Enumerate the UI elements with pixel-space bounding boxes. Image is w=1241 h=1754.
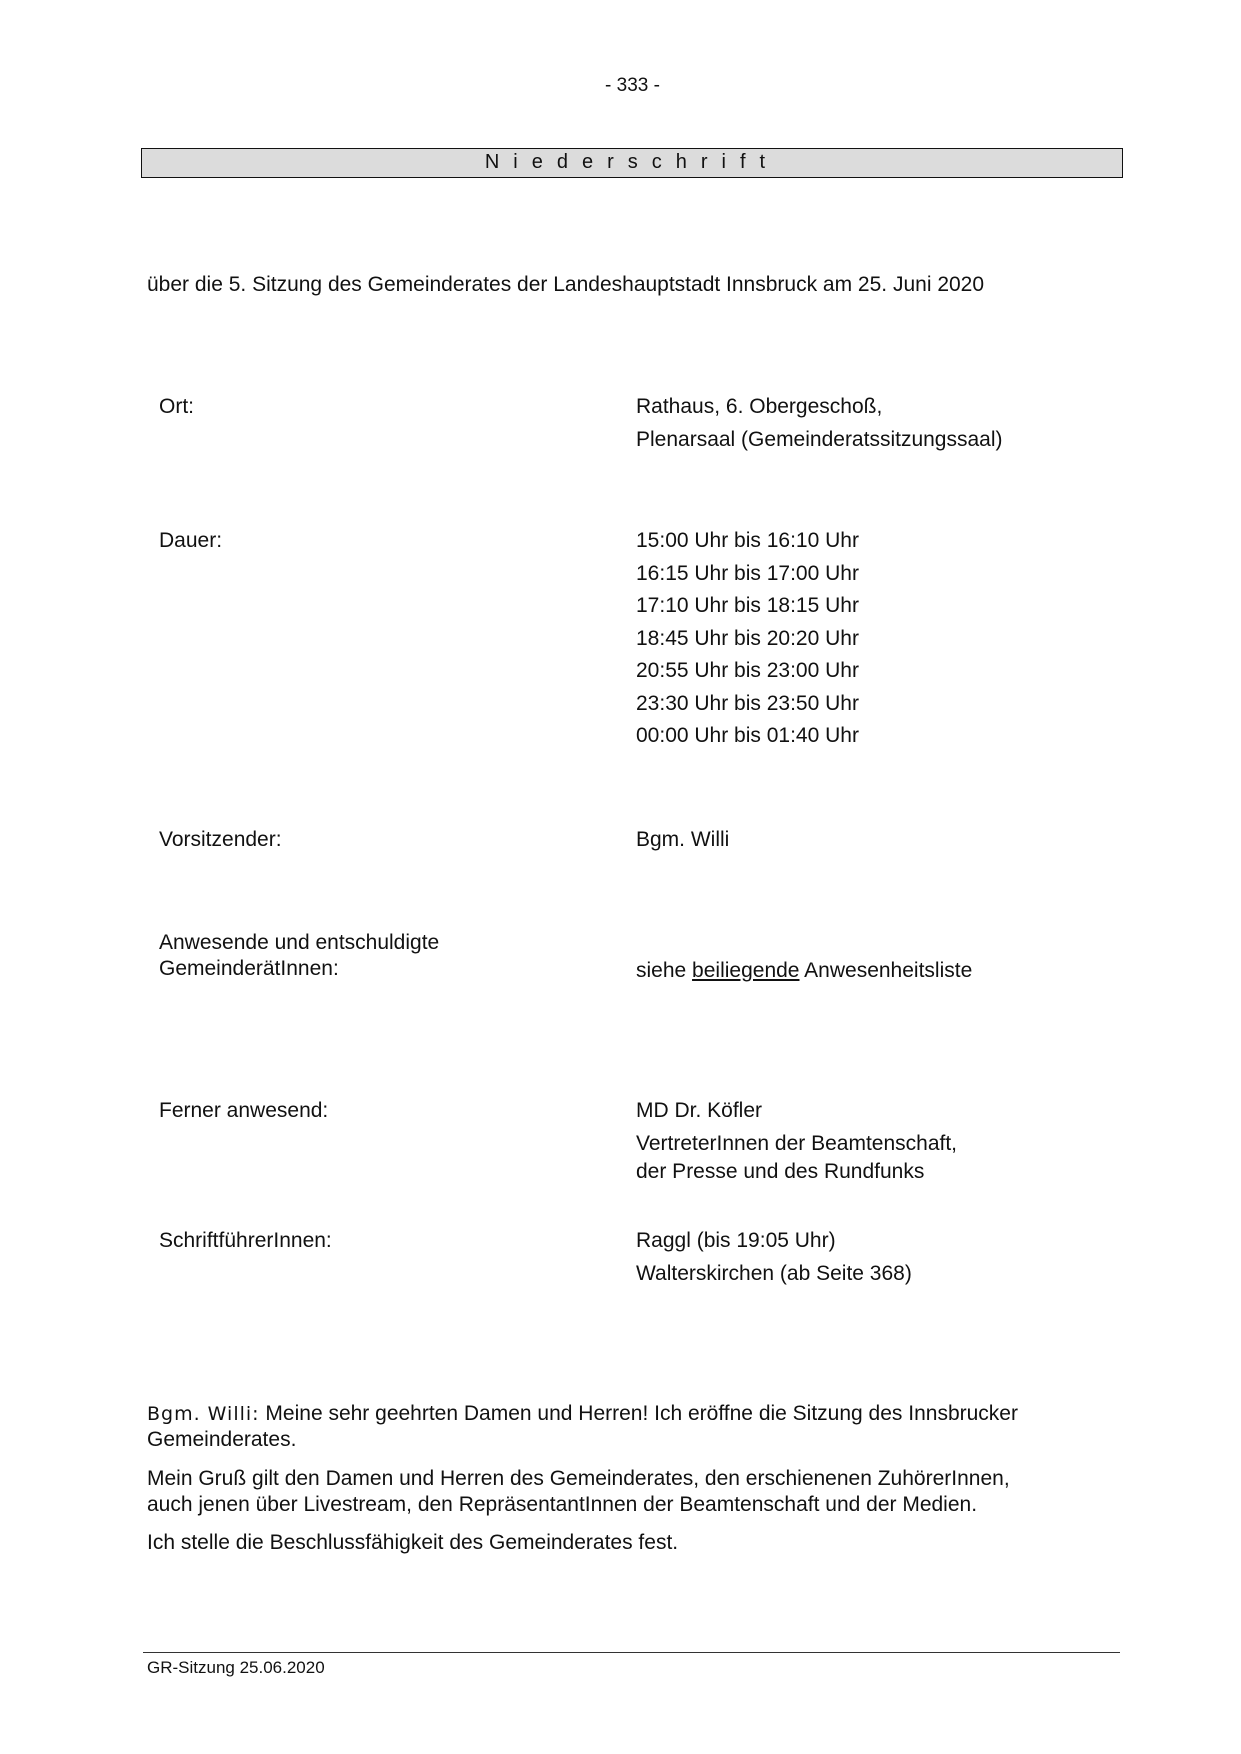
speech-paragraph-2: [147, 1466, 1107, 1518]
duration-values: [636, 527, 1116, 755]
also-present-line: MD Dr. Köfler: [636, 1099, 763, 1122]
footer-text: GR-Sitzung 25.06.2020: [147, 1658, 325, 1677]
duration-line: 17:10 Uhr bis 18:15 Uhr: [636, 594, 859, 617]
secretaries-label: SchriftführerInnen:: [159, 1229, 332, 1252]
speaker-name: Bgm. Willi:: [147, 1403, 260, 1425]
speech-line: Gemeinderates.: [147, 1428, 297, 1451]
secretaries-line: Raggl (bis 19:05 Uhr): [636, 1229, 836, 1252]
also-present-label: Ferner anwesend:: [159, 1099, 329, 1122]
duration-line: 20:55 Uhr bis 23:00 Uhr: [636, 659, 859, 682]
attendees-value-underlined: beiliegende: [692, 959, 800, 982]
duration-line: 18:45 Uhr bis 20:20 Uhr: [636, 626, 859, 650]
attendees-value: [636, 957, 1116, 990]
location-label: Ort:: [159, 395, 194, 418]
speech-line: [147, 1401, 1107, 1427]
page-number: - 333 -: [605, 75, 660, 96]
location-line: Plenarsaal (Gemeinderatssitzungssaal): [636, 427, 1003, 451]
also-present-values: [636, 1097, 1116, 1186]
document-title: Niederschrift: [141, 148, 1123, 178]
attendees-label: [159, 930, 599, 982]
speech-line: auch jenen über Livestream, den RepräsentantInnen der Beamtenschaft und der Medien.: [147, 1493, 978, 1516]
secretaries-line: Walterskirchen (ab Seite 368): [636, 1261, 912, 1285]
duration-label: Dauer:: [159, 529, 223, 552]
chair-value: Bgm. Willi: [636, 828, 730, 851]
attendees-value-pre: siehe: [636, 959, 687, 982]
location-line: Rathaus, 6. Obergeschoß,: [636, 395, 883, 418]
location-values: [636, 393, 1116, 458]
duration-line: 15:00 Uhr bis 16:10 Uhr: [636, 529, 859, 552]
speech-line: Mein Gruß gilt den Damen und Herren des Gemeinderates, den erschienenen ZuhörerInnen,: [147, 1467, 1010, 1490]
duration-line: 00:00 Uhr bis 01:40 Uhr: [636, 724, 859, 747]
also-present-line: der Presse und des Rundfunks: [636, 1159, 925, 1183]
attendees-label-line: GemeinderätInnen:: [159, 957, 339, 980]
also-present-line: VertreterInnen der Beamtenschaft,: [636, 1131, 958, 1155]
chair-values: [636, 826, 1116, 859]
duration-line: 16:15 Uhr bis 17:00 Uhr: [636, 561, 859, 585]
attendees-value-post: Anwesenheitsliste: [804, 959, 973, 982]
speech-text: Meine sehr geehrten Damen und Herren! Ich eröffne die Sitzung des Innsbrucker: [265, 1402, 1018, 1425]
chair-label: Vorsitzender:: [159, 828, 282, 851]
speech-paragraph-1: [147, 1401, 1107, 1453]
session-subtitle: über die 5. Sitzung des Gemeinderates der Landeshauptstadt Innsbruck am 25. Juni 2020: [147, 273, 985, 296]
speech-line: Ich stelle die Beschlussfähigkeit des Gemeinderates fest.: [147, 1531, 679, 1554]
attendees-values: [636, 957, 1116, 990]
speech-paragraph-3: [147, 1530, 1107, 1556]
duration-line: 23:30 Uhr bis 23:50 Uhr: [636, 691, 859, 715]
footer-divider: [143, 1652, 1120, 1653]
attendees-label-line: Anwesende und entschuldigte: [159, 931, 440, 954]
secretaries-values: [636, 1227, 1116, 1292]
